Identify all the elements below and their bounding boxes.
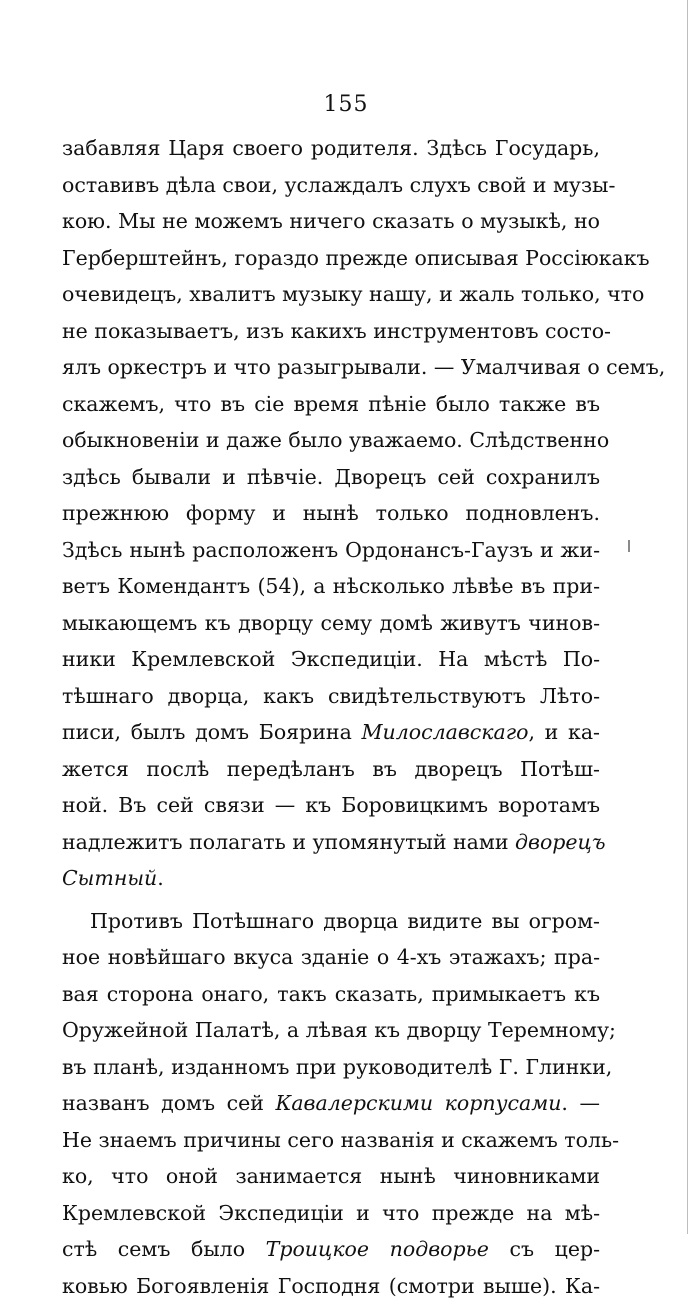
text-segment: Противъ Потѣшнаго дворца видите вы огром- xyxy=(90,909,600,933)
italic-text: Кавалерскими корпусами xyxy=(275,1091,561,1115)
italic-text: дворецъ xyxy=(515,830,606,854)
text-line xyxy=(62,276,600,313)
text-line xyxy=(62,939,600,976)
text-line xyxy=(62,605,600,642)
text-line xyxy=(62,240,600,277)
stray-mark xyxy=(628,540,630,552)
text-segment: забавляя Царя своего родителя. Здѣсь Государь, xyxy=(62,136,600,160)
text-segment: оставивъ дѣла свои, услаждалъ слухъ свой и музы- xyxy=(62,173,615,197)
text-segment: скажемъ, что въ сіе время пѣніе было также въ xyxy=(62,392,600,416)
text-segment: Не знаемъ причины сего названія и скажемъ толь- xyxy=(62,1128,619,1152)
text-line xyxy=(62,1231,600,1268)
text-line xyxy=(62,787,600,824)
text-line xyxy=(62,568,600,605)
text-line xyxy=(62,422,600,459)
text-line xyxy=(62,678,600,715)
page-edge xyxy=(687,0,688,1234)
paragraph-2 xyxy=(62,903,600,1304)
text-line xyxy=(62,903,600,940)
text-line xyxy=(62,532,600,569)
text-segment: мыкающемъ къ дворцу сему домѣ живутъ чинов- xyxy=(62,611,600,635)
text-segment: Здѣсь нынѣ расположенъ Ордонансъ-Гаузъ и жи- xyxy=(62,538,600,562)
text-line xyxy=(62,1049,600,1086)
text-segment: ялъ оркестръ и что разыгрывали. — Умалчивая о семъ, xyxy=(62,355,665,379)
text-line xyxy=(62,1195,600,1232)
text-segment: . — xyxy=(561,1091,600,1115)
text-segment: ной. Въ сей связи — къ Боровицкимъ воротамъ xyxy=(62,793,600,817)
text-segment: ветъ Комендантъ (54), а нѣсколько лѣвѣе въ при- xyxy=(62,574,600,598)
text-segment: здѣсь бывали и пѣвчіе. Дворецъ сей сохранилъ xyxy=(62,465,600,489)
text-segment: прежнюю форму и нынѣ только подновленъ. xyxy=(62,501,600,525)
text-line xyxy=(62,1158,600,1195)
text-line xyxy=(62,824,600,861)
text-segment: . xyxy=(157,866,164,890)
text-line xyxy=(62,167,600,204)
page-number: 155 xyxy=(0,92,692,117)
text-segment: съ цер- xyxy=(489,1237,600,1261)
text-line xyxy=(62,495,600,532)
paragraph-1 xyxy=(62,130,600,897)
text-line xyxy=(62,1268,600,1304)
text-line xyxy=(62,714,600,751)
italic-text: Сытный xyxy=(62,866,157,890)
body-text xyxy=(62,130,600,1304)
text-segment: стѣ семъ было xyxy=(62,1237,266,1261)
italic-text: Троицкое подворье xyxy=(266,1237,489,1261)
text-segment: очевидецъ, хвалитъ музыку нашу, и жаль только, что xyxy=(62,282,644,306)
text-line xyxy=(62,459,600,496)
text-segment: кою. Мы не можемъ ничего сказать о музыкѣ, но xyxy=(62,209,600,233)
text-segment: вая сторона онаго, такъ сказать, примыкаетъ къ xyxy=(62,982,600,1006)
text-segment: не показываетъ, изъ какихъ инструментовъ состо- xyxy=(62,319,611,343)
text-line xyxy=(62,1012,600,1049)
text-segment: Герберштейнъ, гораздо прежде описывая Россіюкакъ xyxy=(62,246,650,270)
text-segment: Оружейной Палатѣ, а лѣвая къ дворцу Теремному; xyxy=(62,1018,616,1042)
text-line xyxy=(62,203,600,240)
text-line xyxy=(62,860,600,897)
text-line xyxy=(62,386,600,423)
text-segment: надлежитъ полагать и упомянутый нами xyxy=(62,830,515,854)
text-line xyxy=(62,976,600,1013)
text-segment: названъ домъ сей xyxy=(62,1091,275,1115)
text-line xyxy=(62,751,600,788)
text-line xyxy=(62,1085,600,1122)
text-segment: , и ка- xyxy=(528,720,600,744)
text-segment: ко, что оной занимается нынѣ чиновниками xyxy=(62,1164,600,1188)
italic-text: Милославскаго xyxy=(362,720,529,744)
text-segment: ковью Богоявленія Господня (смотри выше). Ка- xyxy=(62,1274,600,1298)
text-line xyxy=(62,313,600,350)
text-segment: Кремлевской Экспедиціи и что прежде на мѣ- xyxy=(62,1201,600,1225)
text-segment: въ планѣ, изданномъ при руководителѣ Г. Глинки, xyxy=(62,1055,612,1079)
text-segment: писи, былъ домъ Боярина xyxy=(62,720,362,744)
text-segment: жется послѣ передѣланъ въ дворецъ Потѣш- xyxy=(62,757,600,781)
text-segment: тѣшнаго дворца, какъ свидѣтельствуютъ Лѣто- xyxy=(62,684,600,708)
text-line xyxy=(62,349,600,386)
text-line xyxy=(62,130,600,167)
text-line xyxy=(62,641,600,678)
text-segment: ное новѣйшаго вкуса зданіе о 4-хъ этажахъ; пра- xyxy=(62,945,600,969)
text-line xyxy=(62,1122,600,1159)
text-segment: ники Кремлевской Экспедиціи. На мѣстѣ По- xyxy=(62,647,600,671)
text-segment: обыкновеніи и даже было уважаемо. Слѣдственно xyxy=(62,428,609,452)
